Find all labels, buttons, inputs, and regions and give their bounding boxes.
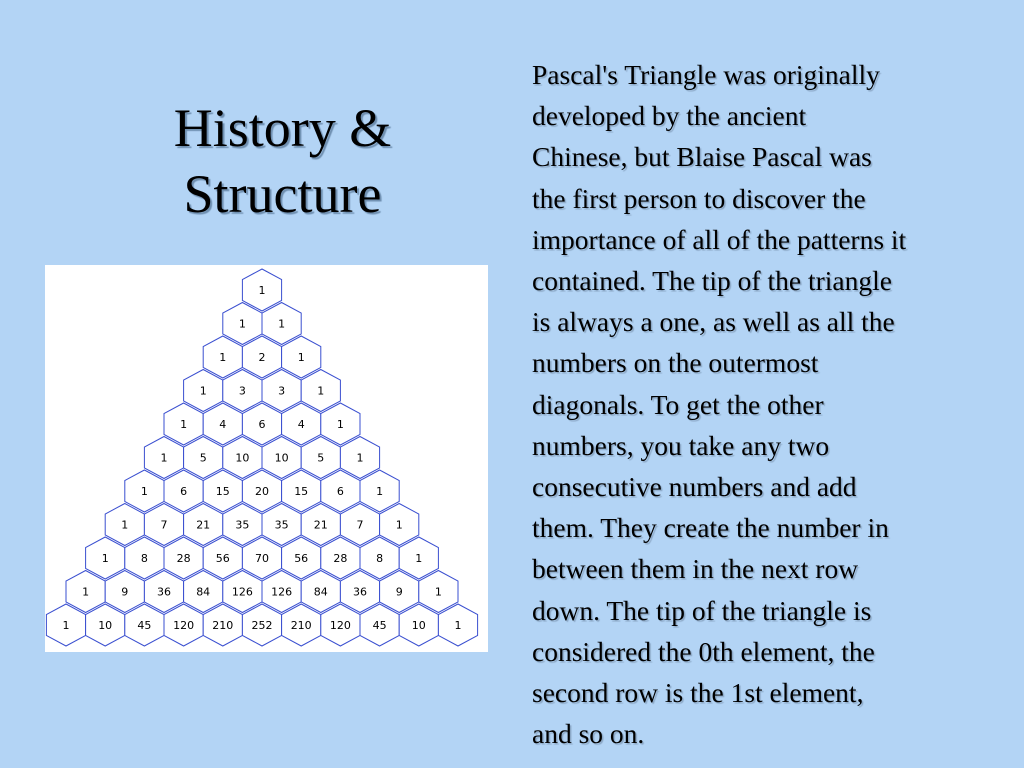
triangle-cell [105,504,144,546]
triangle-number: 28 [176,552,191,565]
triangle-cell [262,571,301,613]
triangle-number: 1 [415,552,423,565]
triangle-cell [223,571,262,613]
triangle-number: 1 [160,451,168,465]
body-line: them. They create the number in [532,512,889,544]
triangle-cell [223,370,262,412]
triangle-number: 126 [271,585,293,599]
triangle-number: 1 [395,518,403,532]
triangle-cell [125,470,164,512]
triangle-cell [360,470,399,512]
triangle-number: 1 [62,619,70,632]
body-line: consecutive numbers and add [532,471,857,503]
triangle-number: 2 [258,351,266,364]
triangle-number: 1 [376,485,384,498]
triangle-number: 45 [137,619,152,632]
triangle-number: 1 [454,619,462,632]
triangle-cell [184,571,223,613]
triangle-cell [360,537,399,579]
triangle-cell [125,537,164,579]
triangle-cell [399,604,438,646]
triangle-cell [203,336,242,378]
triangle-number: 1 [180,418,188,431]
triangle-cell [262,504,301,546]
triangle-number: 1 [278,317,286,331]
triangle-cell [282,336,321,378]
triangle-cell [144,437,183,479]
triangle-cell [125,604,164,646]
triangle-number: 10 [411,619,426,632]
triangle-number: 1 [140,485,148,498]
body-line: down. The tip of the triangle is [532,594,872,626]
triangle-number: 15 [294,485,309,498]
triangle-cell [203,470,242,512]
triangle-cell [340,571,379,613]
triangle-number: 1 [121,518,129,532]
triangle-cell [321,470,360,512]
triangle-number: 6 [258,418,266,431]
triangle-number: 8 [140,552,148,565]
body-line: contained. The tip of the triangle [532,265,892,297]
triangle-number: 56 [215,552,230,565]
triangle-number: 210 [290,619,312,632]
triangle-cell [282,604,321,646]
triangle-cell [164,537,203,579]
triangle-cell [223,303,262,345]
triangle-number: 3 [238,384,246,398]
triangle-number: 1 [199,384,207,398]
triangle-number: 35 [235,518,250,532]
triangle-cell [262,437,301,479]
triangle-number: 1 [317,384,325,398]
triangle-number: 1 [297,351,305,364]
triangle-number: 3 [278,384,286,398]
triangle-number: 120 [173,619,195,632]
triangle-cell [203,604,242,646]
triangle-number: 36 [353,585,367,599]
triangle-cell [242,537,281,579]
triangle-cell [184,437,223,479]
triangle-cell [203,537,242,579]
triangle-cell [86,604,125,646]
triangle-number: 1 [219,351,227,364]
triangle-cell [164,470,203,512]
triangle-cell [184,370,223,412]
triangle-number: 10 [235,451,250,465]
triangle-number: 1 [434,585,442,599]
triangle-number: 9 [121,585,129,599]
triangle-cell [301,571,340,613]
triangle-number: 28 [333,552,348,565]
triangle-cell [144,504,183,546]
body-paragraph [532,54,1007,754]
triangle-cell [419,571,458,613]
triangle-number: 1 [238,317,246,331]
triangle-number: 5 [317,451,325,465]
triangle-cell [203,403,242,445]
triangle-cell [282,537,321,579]
triangle-cell [144,571,183,613]
body-line: numbers, you take any two [532,429,830,461]
triangle-cell [321,403,360,445]
triangle-number: 21 [313,518,328,532]
triangle-cell [301,370,340,412]
triangle-number: 45 [372,619,387,632]
triangle-cell [223,504,262,546]
triangle-cell [399,537,438,579]
triangle-number: 126 [231,585,253,599]
triangle-number: 6 [336,485,344,498]
triangle-number: 7 [356,518,364,532]
title-line-2: Structure [183,164,382,224]
triangle-cell [242,470,281,512]
title-line-1: History & [173,98,392,158]
body-line: second row is the 1st element, [532,677,864,709]
triangle-number: 36 [157,585,171,599]
triangle-cell [282,403,321,445]
triangle-cell [380,571,419,613]
triangle-number: 70 [255,552,269,565]
triangle-cell [340,504,379,546]
triangle-number: 1 [82,585,90,599]
triangle-number: 10 [98,619,113,632]
slide-title [90,95,475,227]
body-line: the first person to discover the [532,182,866,214]
triangle-number: 1 [356,451,364,465]
triangle-number: 1 [101,552,109,565]
triangle-number: 15 [215,485,230,498]
triangle-cell [380,504,419,546]
triangle-number: 56 [294,552,309,565]
triangle-cell [164,403,203,445]
triangle-cell [164,604,203,646]
triangle-cell [46,604,85,646]
triangle-number: 1 [258,284,266,297]
body-line: Chinese, but Blaise Pascal was [532,141,872,173]
triangle-cell [282,470,321,512]
triangle-number: 4 [297,418,305,431]
triangle-cell [184,504,223,546]
triangle-cell [321,604,360,646]
triangle-cell [105,571,144,613]
body-line: and so on. [532,718,645,750]
triangle-cell [301,437,340,479]
triangle-number: 6 [180,485,188,498]
triangle-number: 7 [160,518,168,532]
triangle-cell [438,604,477,646]
triangle-cell [242,403,281,445]
pascal-triangle-figure [45,265,488,652]
triangle-number: 4 [219,418,227,431]
triangle-number: 20 [255,485,269,498]
triangle-cell [340,437,379,479]
triangle-cell [321,537,360,579]
triangle-cell [242,604,281,646]
triangle-cell [242,269,281,311]
triangle-number: 5 [199,451,207,465]
triangle-number: 210 [212,619,234,632]
triangle-number: 21 [196,518,211,532]
triangle-number: 84 [313,585,328,599]
body-line: importance of all of the patterns it [532,223,907,255]
triangle-number: 9 [395,585,403,599]
body-line: Pascal's Triangle was originally [532,59,880,90]
triangle-cell [262,370,301,412]
triangle-cell [66,571,105,613]
body-line: diagonals. To get the other [532,388,824,420]
triangle-number: 1 [336,418,344,431]
triangle-cell [262,303,301,345]
body-line: numbers on the outermost [532,347,819,379]
triangle-number: 252 [251,619,273,632]
pascal-triangle-svg [45,265,488,652]
body-line: between them in the next row [532,553,859,585]
triangle-cell [223,437,262,479]
triangle-number: 10 [274,451,289,465]
triangle-cell [360,604,399,646]
triangle-number: 120 [329,619,351,632]
triangle-cell [301,504,340,546]
triangle-number: 84 [196,585,211,599]
body-line: is always a one, as well as all the [532,306,895,338]
body-line: considered the 0th element, the [532,635,875,667]
body-line: developed by the ancient [532,100,807,132]
triangle-cell [242,336,281,378]
triangle-cell [86,537,125,579]
triangle-number: 35 [274,518,289,532]
triangle-number: 8 [376,552,384,565]
